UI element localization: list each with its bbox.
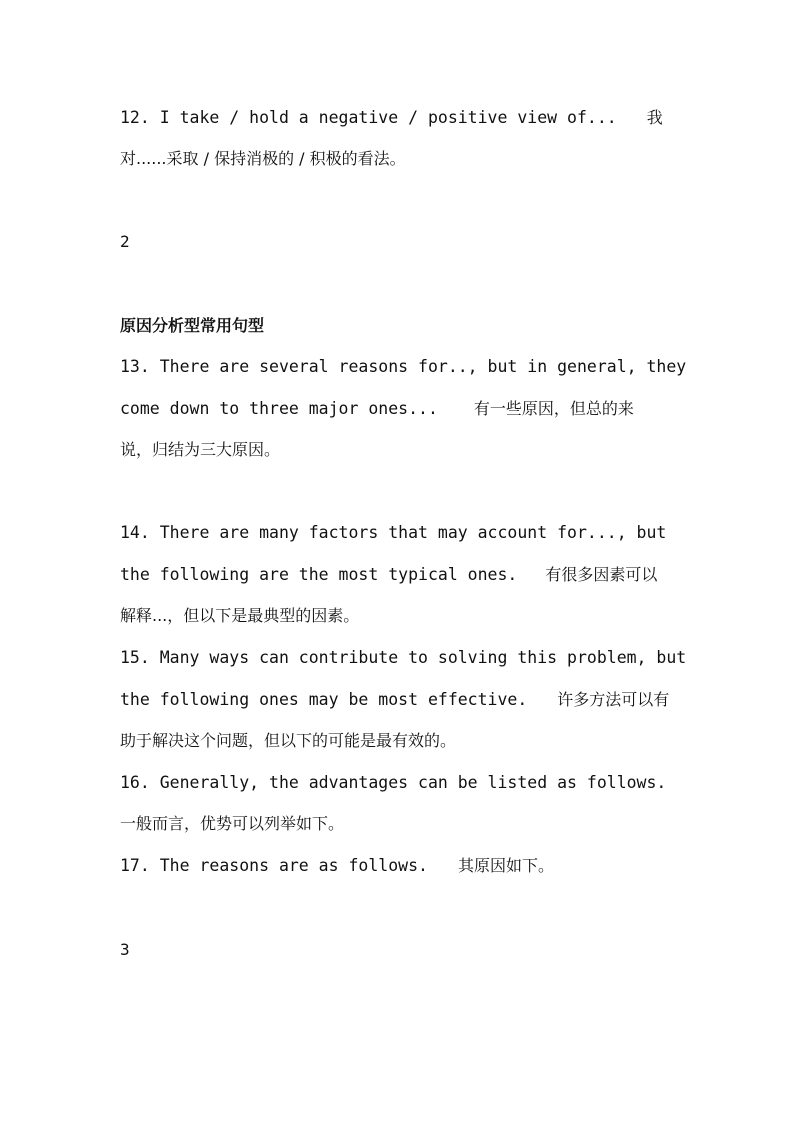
item-17-english: 17. The reasons are as follows. xyxy=(120,856,428,875)
item-12-chinese: 对......采取 / 保持消极的 / 积极的看法。 xyxy=(120,149,406,168)
item-12-english: 12. I take / hold a negative / positive view of... xyxy=(120,108,617,127)
item-15-chinese-1: 许多方法可以有 xyxy=(557,690,670,709)
page-number-2: 2 xyxy=(120,232,130,251)
item-15-line-3 xyxy=(120,730,680,752)
item-15-english-2: the following ones may be most effective. xyxy=(120,690,528,709)
item-13-line-2 xyxy=(120,398,680,420)
item-14-line-3 xyxy=(120,605,680,627)
item-13-english-1: 13. There are several reasons for.., but in general, they xyxy=(120,357,687,376)
item-17-line-1 xyxy=(120,855,680,877)
item-12-chinese-start: 我 xyxy=(646,108,663,127)
item-15-english-1: 15. Many ways can contribute to solving this problem, but xyxy=(120,648,687,667)
section-heading: 原因分析型常用句型 xyxy=(120,316,265,335)
item-15-chinese-2: 助于解决这个问题，但以下的可能是最有效的。 xyxy=(120,731,457,750)
item-15-line-1 xyxy=(120,647,687,669)
item-14-chinese-2: 解释...，但以下是最典型的因素。 xyxy=(120,606,360,625)
item-14-english-1: 14. There are many factors that may account for..., but xyxy=(120,523,667,542)
item-13-line-1 xyxy=(120,356,687,378)
item-17-chinese: 其原因如下。 xyxy=(457,856,554,875)
item-13-english-2: come down to three major ones... xyxy=(120,399,438,418)
item-13-chinese-2: 说，归结为三大原因。 xyxy=(120,440,281,459)
item-13-line-3 xyxy=(120,439,680,461)
item-12-line-2 xyxy=(120,148,680,170)
page-number-3: 3 xyxy=(120,940,130,959)
item-14-chinese-1: 有很多因素可以 xyxy=(545,565,658,584)
item-14-line-2 xyxy=(120,564,680,586)
item-14-line-1 xyxy=(120,522,680,544)
item-14-english-2: the following are the most typical ones. xyxy=(120,565,518,584)
item-15-line-2 xyxy=(120,689,680,711)
item-12-line-1 xyxy=(120,107,680,129)
item-16-chinese: 一般而言，优势可以列举如下。 xyxy=(120,814,345,833)
item-16-english: 16. Generally, the advantages can be listed as follows. xyxy=(120,773,667,792)
item-16-line-2 xyxy=(120,813,680,835)
item-13-chinese-1: 有一些原因，但总的来 xyxy=(473,399,634,418)
item-16-line-1 xyxy=(120,772,680,794)
